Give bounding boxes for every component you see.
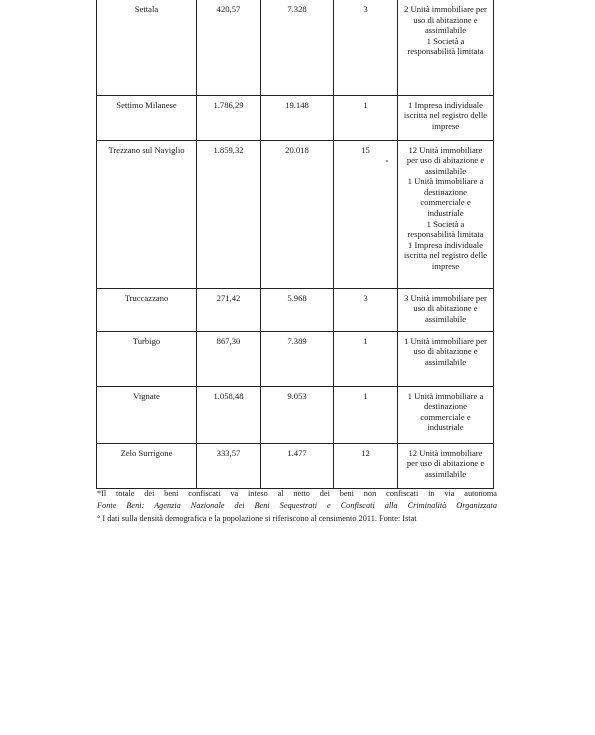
area-cell: 420,57 xyxy=(197,0,261,95)
asset-line: industriale xyxy=(427,422,464,433)
asset-line: destinazione xyxy=(424,401,467,412)
assets-count-cell: 3 xyxy=(334,0,398,95)
asset-line: 1 Unità immobiliare per xyxy=(404,335,487,346)
asset-line: imprese xyxy=(431,261,460,272)
asset-line: per uso di abitazione e xyxy=(406,155,485,166)
municipality-cell: Settala xyxy=(97,0,197,95)
table-row xyxy=(97,288,494,331)
area-cell: 1.786,29 xyxy=(197,95,261,140)
assets-detail-cell xyxy=(398,0,494,95)
asset-line: 3 Unità immobiliare per xyxy=(404,292,487,303)
population-cell: 7.389 xyxy=(261,331,334,386)
table-row xyxy=(97,0,494,95)
asset-line: responsabilità limitata xyxy=(407,46,484,57)
population-cell: 7.328 xyxy=(261,0,334,95)
table-body xyxy=(97,0,494,488)
municipality-cell: Settimo Milanese xyxy=(97,95,197,140)
assets-count-cell: 15 xyxy=(334,140,398,288)
asset-line: 1 Impresa individuale xyxy=(408,99,483,110)
assets-detail-cell xyxy=(398,140,494,288)
area-cell: 1.058,48 xyxy=(197,386,261,443)
asset-line: commerciale e xyxy=(420,411,471,422)
asset-line: assimilabile xyxy=(424,165,467,176)
assets-detail-cell xyxy=(398,386,494,443)
assets-detail-cell xyxy=(398,288,494,331)
population-cell: 19.148 xyxy=(261,95,334,140)
assets-count-cell: 3 xyxy=(334,288,398,331)
asset-line: 1 Unità immobiliare a xyxy=(407,390,484,401)
population-cell: 5.968 xyxy=(261,288,334,331)
asset-line: responsabilità limitata xyxy=(407,229,484,240)
asset-line: iscritta nel registro delle xyxy=(403,110,488,121)
assets-count-cell: 1 xyxy=(334,331,398,386)
confiscated-assets-table xyxy=(96,0,494,489)
municipality-cell: Turbigo xyxy=(97,331,197,386)
area-cell: 333,57 xyxy=(197,443,261,488)
population-cell: 20.018 xyxy=(261,140,334,288)
municipality-cell: Vignate xyxy=(97,386,197,443)
asset-line: assimilabile xyxy=(424,356,467,367)
asset-line: 1 Società a xyxy=(426,35,465,46)
footnotes xyxy=(97,488,497,525)
asset-line: uso di abitazione e xyxy=(413,14,478,25)
footnote-total: *Il totale dei beni confiscati va inteso al netto dei beni non confiscati in via autonoma xyxy=(97,489,497,498)
asset-line: industriale xyxy=(427,208,464,219)
asset-line: assimilabile xyxy=(424,313,467,324)
asset-line: imprese xyxy=(431,120,460,131)
table-row xyxy=(97,331,494,386)
footnote-census: ° I dati sulla densità demografica e la popolazione si riferiscono al censimento 2011. Fonte: Istat xyxy=(97,513,417,523)
table-row xyxy=(97,95,494,140)
assets-count-cell: 12 xyxy=(334,443,398,488)
asset-line: uso di abitazione e xyxy=(413,303,478,314)
asset-line: 2 Unità immobiliare per xyxy=(404,4,487,14)
municipality-cell: Truccazzano xyxy=(97,288,197,331)
asset-line: assimilabile xyxy=(424,25,467,36)
population-cell: 1.477 xyxy=(261,443,334,488)
asset-line: iscritta nel registro delle xyxy=(403,250,488,261)
asset-line: 1 Unità immobiliare a xyxy=(407,176,484,187)
asset-line: 1 Società a xyxy=(426,218,465,229)
assets-count-cell: 1 xyxy=(334,95,398,140)
asset-line: destinazione xyxy=(424,186,467,197)
asset-line: uso di abitazione e xyxy=(413,346,478,357)
asset-line: assimilabile xyxy=(424,468,467,479)
asset-line: 12 Unità immobiliare xyxy=(408,447,483,458)
assets-detail-cell xyxy=(398,95,494,140)
asset-line: per uso di abitazione e xyxy=(406,458,485,469)
table-row xyxy=(97,443,494,488)
assets-detail-cell xyxy=(398,443,494,488)
municipality-cell: Trezzano sul Naviglio xyxy=(97,140,197,288)
table-row xyxy=(97,386,494,443)
population-cell: 9.053 xyxy=(261,386,334,443)
assets-count-cell: 1 xyxy=(334,386,398,443)
municipality-cell: Zelo Surrigone xyxy=(97,443,197,488)
asset-line: 1 Impresa individuale xyxy=(408,239,483,250)
assets-detail-cell xyxy=(398,331,494,386)
footnote-source: Fonte Beni: Agenzia Nazionale dei Beni Sequestrati e Confiscati alla Criminalità Organizzata xyxy=(97,501,497,511)
table-row xyxy=(97,140,494,288)
asset-line: 12 Unità immobiliare xyxy=(408,144,483,155)
area-cell: 867,30 xyxy=(197,331,261,386)
area-cell: 271,42 xyxy=(197,288,261,331)
scan-speck xyxy=(386,160,388,162)
area-cell: 1.859,32 xyxy=(197,140,261,288)
asset-line: commerciale e xyxy=(420,197,471,208)
